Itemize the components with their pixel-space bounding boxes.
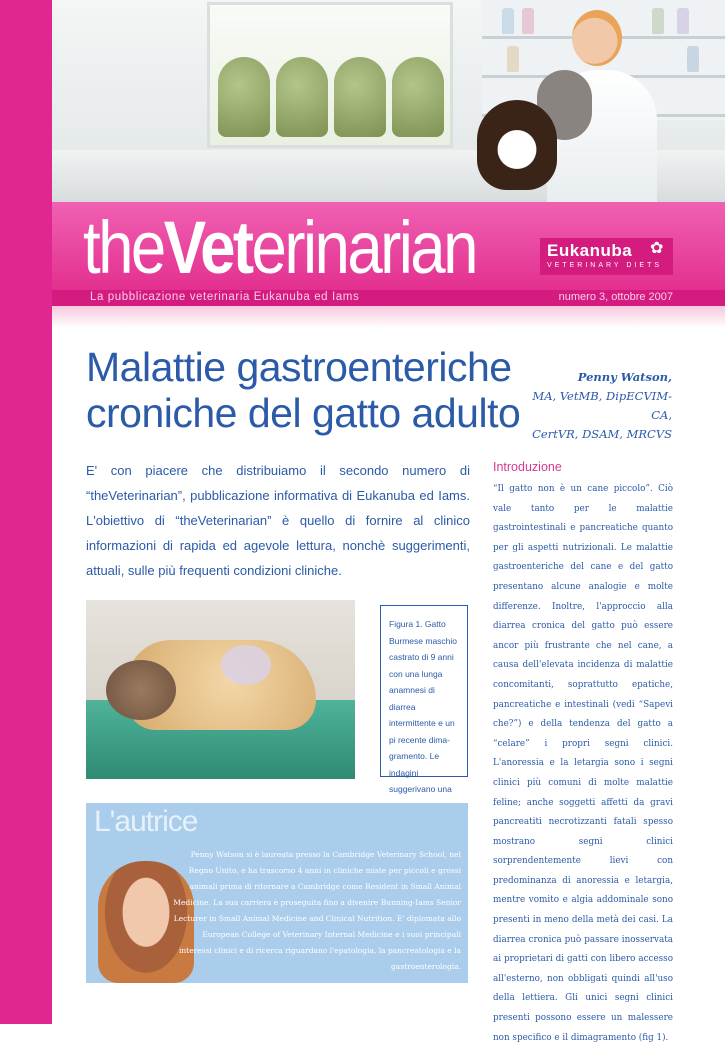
introduzione-text: “Il gatto non è un cane piccolo”. Ciò vale tanto per le malattie gastrointestinali e pancreatiche quanto per gli aspetti nutrizionali. Le malattie gastroenteriche del cane e del gatto presentano alcune analogie e molte differenze. Inoltre, l'approccio alla diarrea cronica del gatto può essere ancor più frustrante che nel cane, a causa dell'elevata incidenza di malattie concomitanti, soprattutto epatiche, pancreatiche e intestinali (vedi “Sapevi che?”) e della tendenza del gatto a “celare” i propri segni clinici. L'anoressia e la letargia sono i segni clinici più comuni di molte malattie feline; anche soggetti affetti da gravi pancreatiti necrotizzanti fatali spesso mostrano segni clinici sorprendentemente lievi con predominanza di anoressia e letargia, mentre vomito e algia addominale sono presenti in meno della metà dei casi. La diarrea cronica può passare inosservata ai proprietari di gatti con libero accesso all'esterno, non obbligati quindi all'uso della lettiera. Gli unici segni clinici presenti possono essere un malessere non specifico e il dimagramento (fig 1).: [493, 484, 673, 1043]
author-bio: Penny Watson si è laureata presso la Cambridge Veterinary School, nel Regno Unito, e ha trascorso 4 anni in cliniche miste per piccoli e grossi animali prima di ritornare a Cambridge come Resident in Small Animal Medicine. La sua carriera è proseguita fino a divenire Bunning-Iams Senior Lecturer in Small Animal Medicine and Clinical Nutrition. E' diplomata allo European College of Veterinary Internal Medicine e i suoi principali interessi clinici e di ricerca riguardano l'epatologia, la pancreatologia e la gastroenterologia.: [173, 850, 461, 971]
issue-label: numero 3, ottobre 2007: [558, 291, 673, 303]
author-credentials: MA, VetMB, DipECVIM-CA,: [532, 389, 672, 422]
veterinarian-head: [572, 10, 622, 66]
title-part-light: the: [83, 206, 164, 289]
author-box-heading: L'autrice: [94, 805, 198, 838]
header-photo: [52, 0, 725, 202]
shaved-patch: [221, 645, 271, 685]
tree: [218, 57, 270, 137]
bottle: [652, 8, 664, 34]
masthead-title: [83, 208, 476, 288]
title-part-light: erinarian: [251, 206, 476, 289]
author-credentials: CertVR, DSAM, MRCVS: [532, 427, 672, 441]
pink-fade-band: [52, 306, 725, 328]
tree: [392, 57, 444, 137]
cat-head: [106, 660, 176, 720]
bottle: [522, 8, 534, 34]
window: [207, 2, 453, 148]
logo-name: Eukanuba: [547, 241, 633, 260]
paw-icon: ✿: [650, 240, 664, 257]
dog-figure: [477, 100, 557, 190]
publication-label: La pubblicazione veterinaria Eukanuba ed Iams: [90, 291, 360, 303]
article-title-line: croniche del gatto adulto: [86, 390, 521, 436]
tree: [334, 57, 386, 137]
bottle: [677, 8, 689, 34]
introduzione-heading: Introduzione: [493, 460, 562, 474]
figure-caption: Figura 1. Gatto Burmese maschio castrato di 9 anni con una lunga anamnesi di diarrea intermittente e un pi recente dima-gramento. Le indagini suggerivano una: [380, 605, 468, 777]
author-byline: [520, 368, 672, 444]
logo-subline: VETERINARY DIETS: [547, 262, 663, 269]
bottle: [507, 46, 519, 72]
left-magenta-strip: [0, 0, 52, 1024]
author-box: [86, 803, 468, 983]
title-part-bold: Vet: [163, 206, 252, 289]
article-title-line: Malattie gastroenteriche: [86, 344, 512, 390]
article-title: [86, 344, 520, 436]
bottle: [502, 8, 514, 34]
bottle: [687, 46, 699, 72]
tree: [276, 57, 328, 137]
author-name: Penny Watson,: [577, 370, 672, 384]
intro-paragraph: E' con piacere che distribuiamo il secondo numero di “theVeterinarian”, pubblicazione informativa di Eukanuba ed Iams. L'obiettivo di “theVeterinarian” è quello di fornire al clinico informazioni di rapida ed agevole lettura, nonchè suggerimenti, attuali, sulle più frequenti condizioni cliniche.: [86, 463, 470, 578]
cat-photo: [86, 600, 355, 779]
